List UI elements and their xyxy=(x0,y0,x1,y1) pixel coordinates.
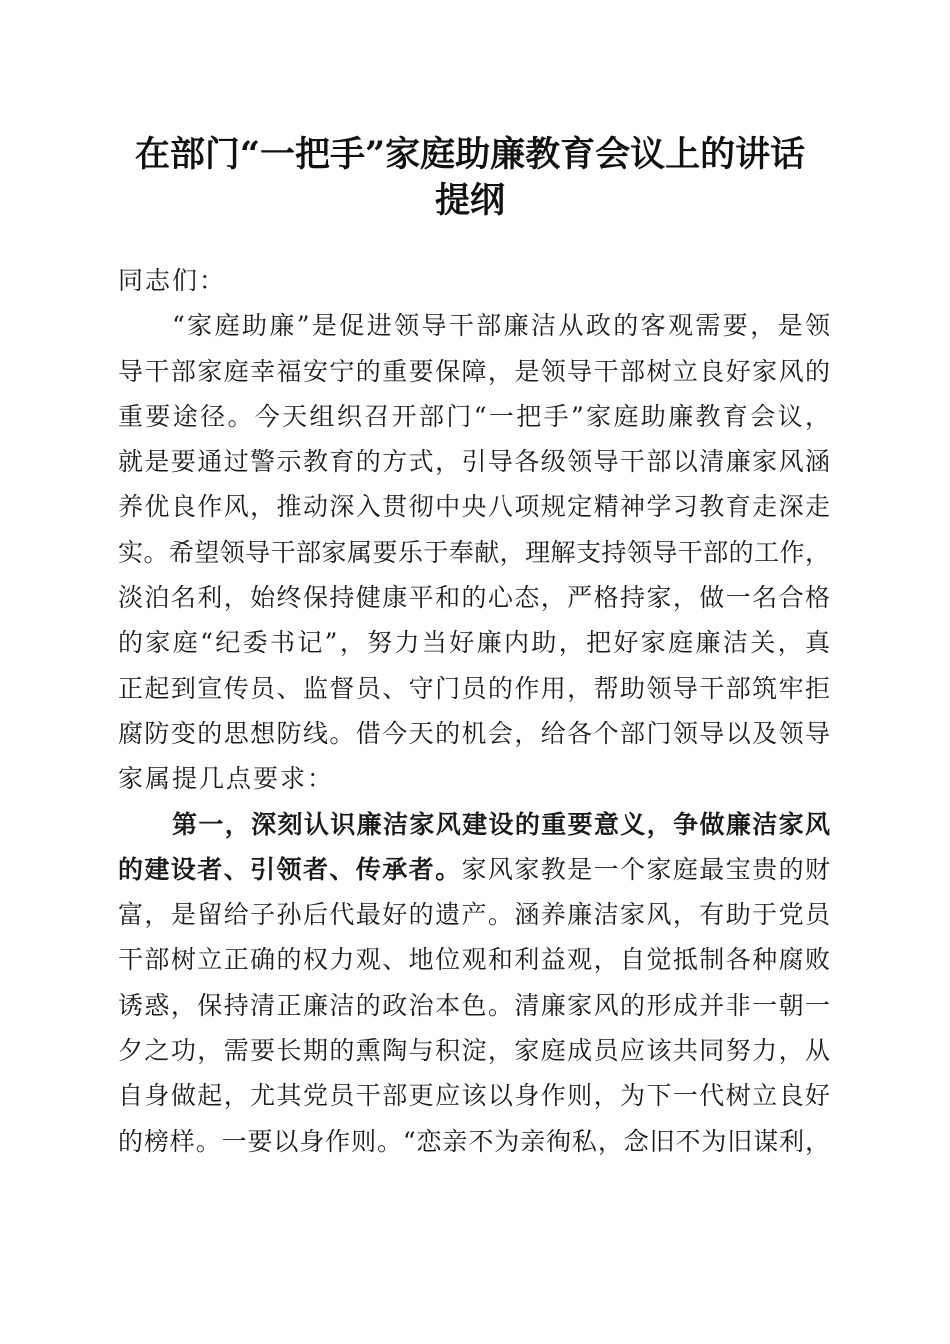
paragraph-line: 重要途径。今天组织召开部门“一把手”家庭助廉教育会议， xyxy=(118,401,830,431)
paragraph-line: 实。希望领导干部家属要乐于奉献，理解支持领导干部的工作， xyxy=(118,537,830,567)
paragraph-line: 正起到宣传员、监督员、守门员的作用，帮助领导干部筑牢拒 xyxy=(118,673,830,703)
paragraph-line: 自身做起，尤其党员干部更应该以身作则，为下一代树立良好 xyxy=(118,1081,830,1111)
intro-paragraph xyxy=(118,303,830,801)
paragraph-line: 淡泊名利，始终保持健康平和的心态，严格持家，做一名合格 xyxy=(118,583,830,613)
paragraph-line: 导干部家庭幸福安宁的重要保障，是领导干部树立良好家风的 xyxy=(118,356,830,386)
paragraph-line: 家属提几点要求： xyxy=(118,764,335,794)
paragraph-line: 富，是留给子孙后代最好的遗产。涵养廉洁家风，有助于党员 xyxy=(118,900,830,930)
paragraph-line: 养优良作风，推动深入贯彻中央八项规定精神学习教育走深走 xyxy=(118,492,830,522)
paragraph-text: 家风家教是一个家庭最宝贵的财 xyxy=(461,854,830,884)
paragraph-line: 夕之功，需要长期的熏陶与积淀，家庭成员应该共同努力，从 xyxy=(118,1036,830,1066)
title-line-2: 提纲 xyxy=(434,180,505,221)
paragraph-line: 诱惑，保持清正廉洁的政治本色。清廉家风的形成并非一朝一 xyxy=(118,990,830,1020)
document-title xyxy=(100,132,840,224)
paragraph-line: “家庭助廉”是促进领导干部廉洁从政的客观需要，是领 xyxy=(172,311,830,341)
section-heading-tail: 的建设者、引领者、传承者。 xyxy=(118,854,462,884)
salutation: 同志们： xyxy=(118,266,227,295)
paragraph-line: 的榜样。一要以身作则。“恋亲不为亲徇私，念旧不为旧谋利， xyxy=(118,1126,830,1156)
paragraph-line: 干部树立正确的权力观、地位观和利益观，自觉抵制各种腐败 xyxy=(118,945,830,975)
title-line-1: 在部门“一把手”家庭助廉教育会议上的讲话 xyxy=(134,134,806,175)
section-heading-line: 第一，深刻认识廉洁家风建设的重要意义，争做廉洁家风 xyxy=(172,809,830,839)
section-heading-mixed-line xyxy=(118,847,830,892)
section-one-paragraph xyxy=(118,802,830,1164)
paragraph-line: 腐防变的思想防线。借今天的机会，给各个部门领导以及领导 xyxy=(118,718,830,748)
paragraph-line: 的家庭“纪委书记”，努力当好廉内助，把好家庭廉洁关，真 xyxy=(118,628,830,658)
paragraph-line: 就是要通过警示教育的方式，引导各级领导干部以清廉家风涵 xyxy=(118,447,830,477)
document-body xyxy=(118,258,830,1164)
